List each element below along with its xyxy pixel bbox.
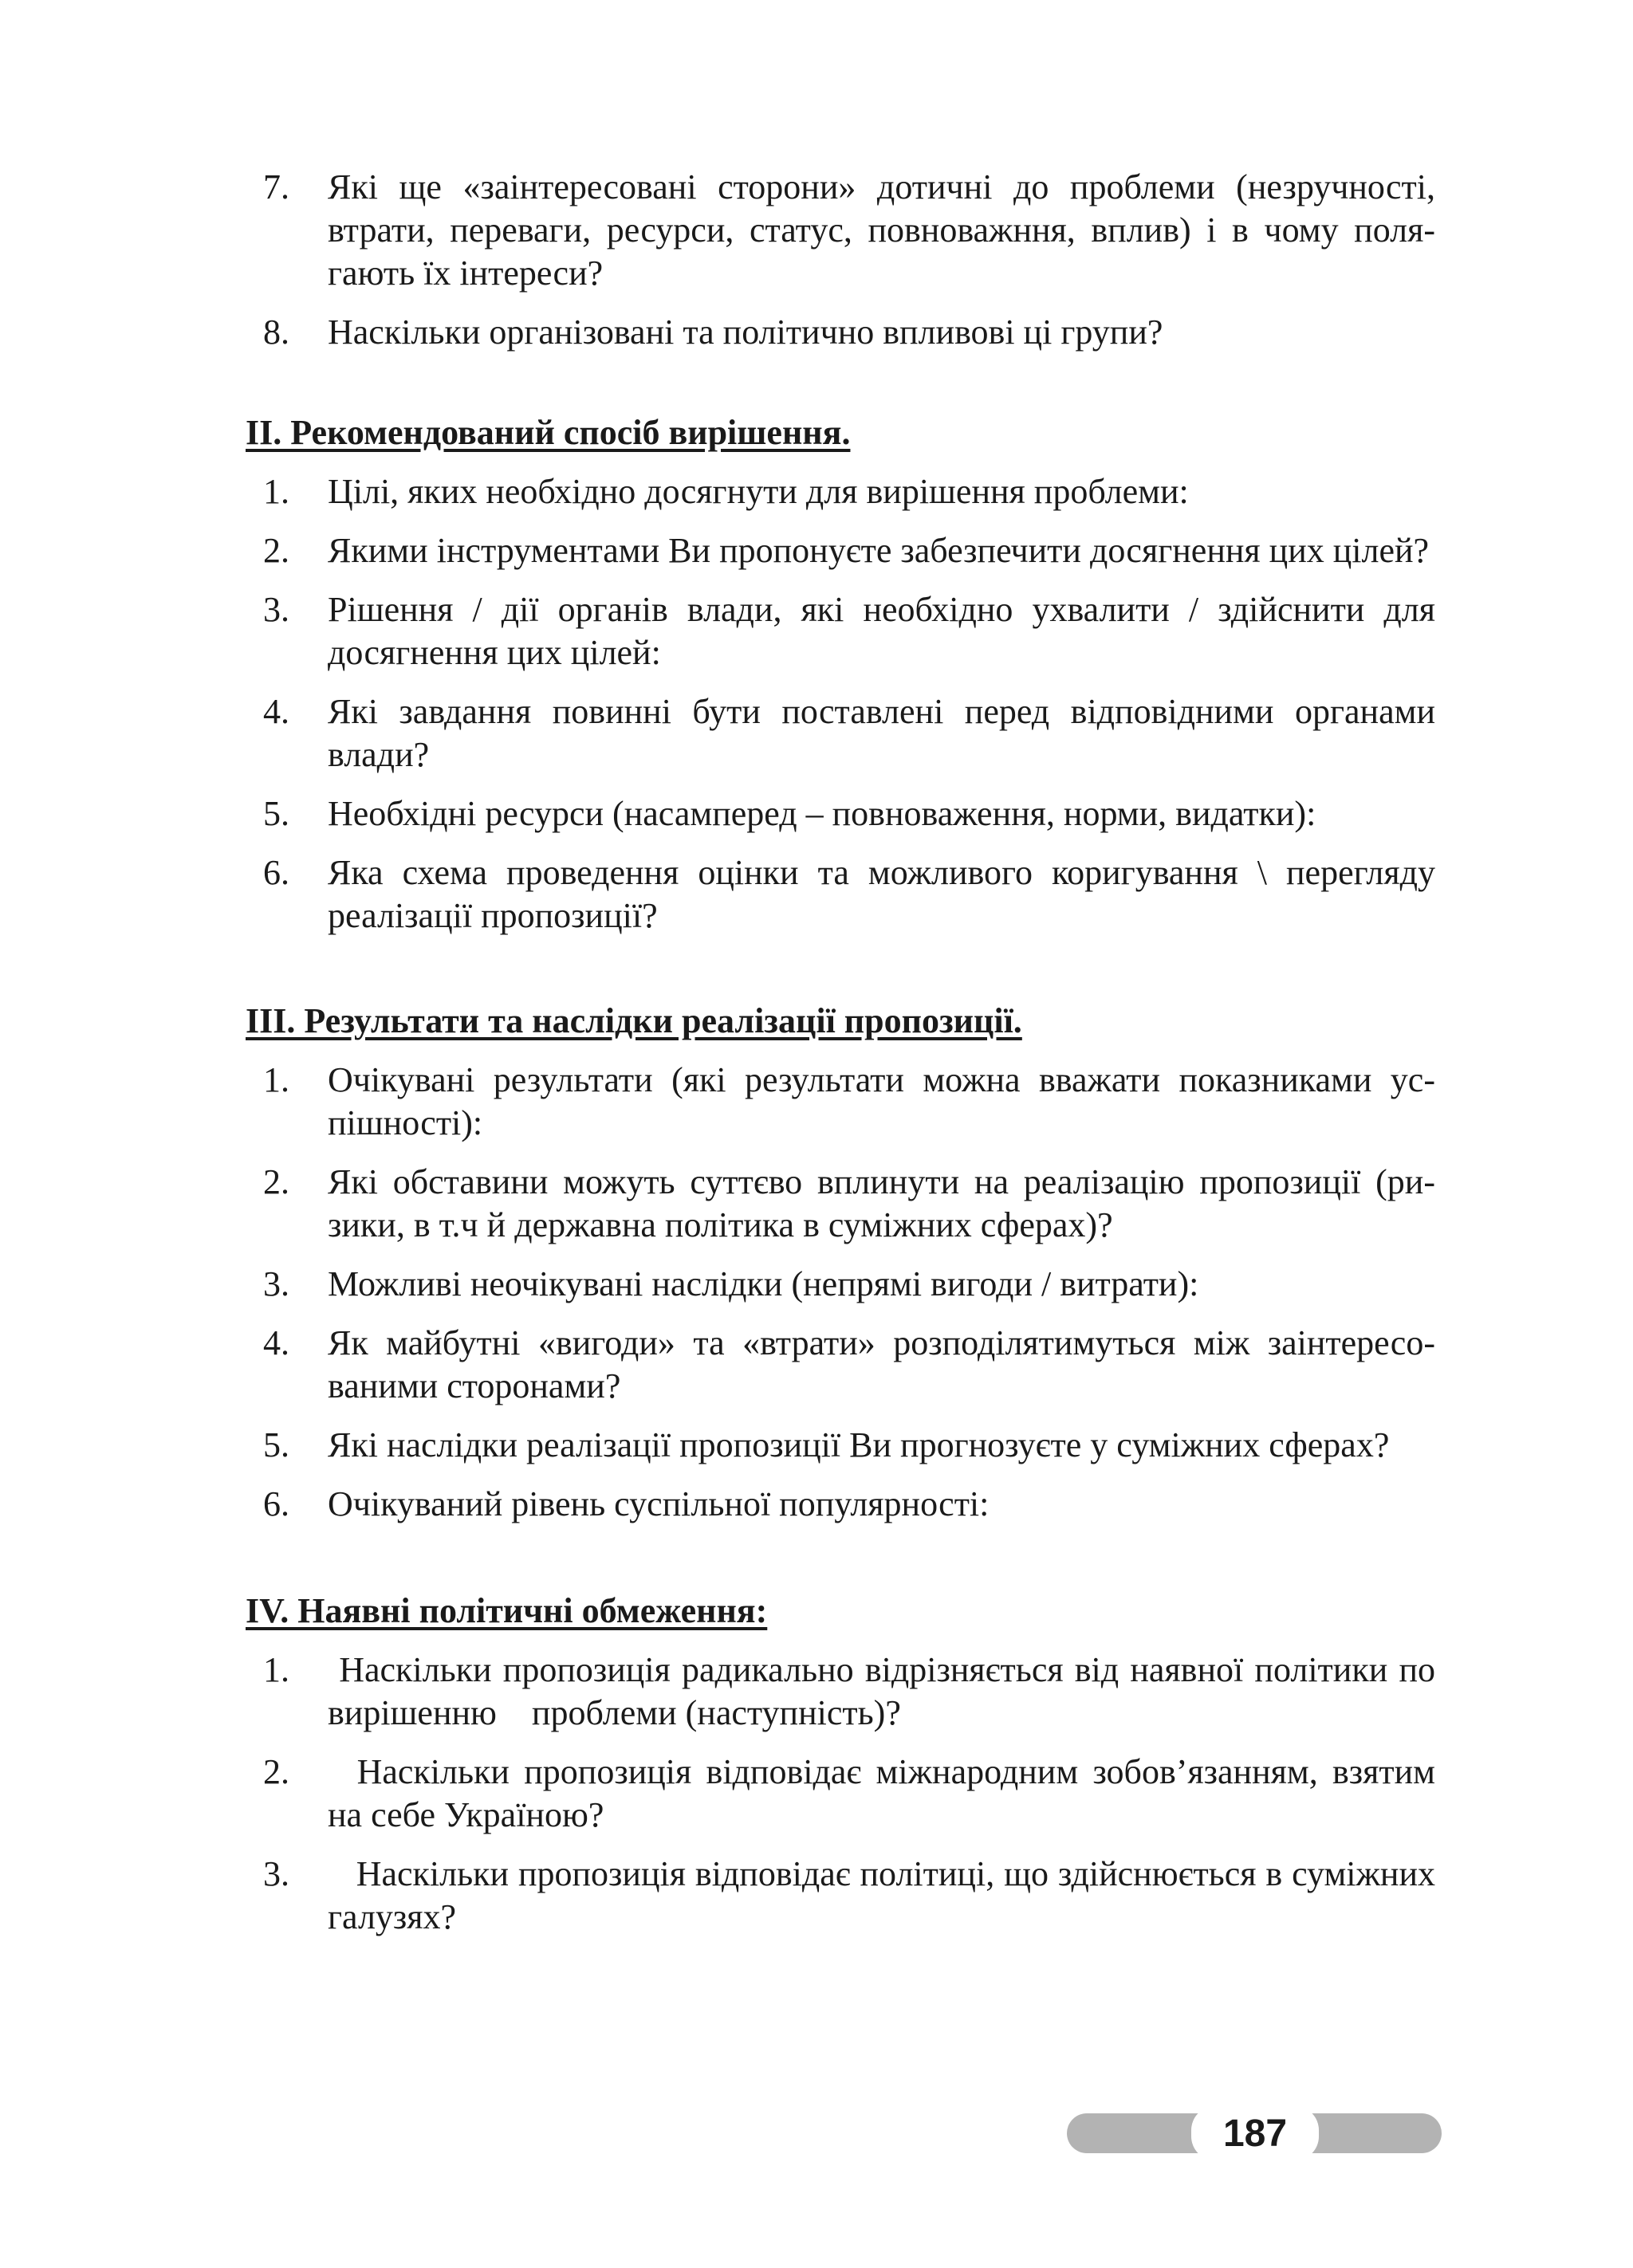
item-number: 1. (263, 1650, 289, 1689)
section-political-constraints (246, 1590, 1445, 1939)
list-item (246, 311, 1435, 354)
item-text: Як майбутні «вигоди» та «втрати» розподілятимуться між заінтересованими сторонами? (328, 1323, 1435, 1405)
item-number: 5. (263, 794, 289, 833)
intro-list (246, 166, 1435, 354)
item-text: Якими інструментами Ви пропонуєте забезпечити досягнення цих цілей? (328, 531, 1430, 570)
item-text: Які завдання повинні бути поставлені перед відповідними органами влади? (328, 692, 1435, 774)
list-item (246, 1059, 1435, 1145)
item-number: 6. (263, 853, 289, 892)
list-item (246, 1161, 1435, 1247)
item-text: Наскільки пропозиція відповідає міжнародним зобов’язанням, взятим на себе Україною? (328, 1752, 1444, 1834)
section-list (246, 470, 1435, 937)
item-text: Можливі неочікувані наслідки (непрямі вигоди / витрати): (328, 1264, 1199, 1303)
list-item (246, 1322, 1435, 1408)
list-item (246, 1483, 1435, 1526)
page-number: 187 (1191, 2106, 1319, 2160)
list-item (246, 470, 1435, 513)
item-number: 4. (263, 1323, 289, 1362)
list-item (246, 792, 1435, 835)
item-text: Необхідні ресурси (насамперед – повноваження, норми, видатки): (328, 794, 1316, 833)
section-title: ІV. Наявні політичні обмеження: (246, 1591, 768, 1630)
item-number: 1. (263, 1060, 289, 1099)
item-number: 7. (263, 167, 289, 206)
item-number: 3. (263, 1854, 289, 1893)
item-text: Наскільки організовані та політично впливові ці групи? (328, 312, 1163, 352)
item-number: 6. (263, 1484, 289, 1523)
item-number: 4. (263, 692, 289, 731)
section-title: ІІ. Рекомендований спосіб вирішення. (246, 413, 851, 452)
item-text: Цілі, яких необхідно досягнути для вирішення проблеми: (328, 472, 1189, 511)
item-number: 3. (263, 590, 289, 629)
page-content (246, 166, 1445, 1955)
list-item (246, 1751, 1444, 1837)
section-list (246, 1059, 1435, 1526)
item-text: Наскільки пропозиція відповідає політиці, що здійснюється в суміжних галузях? (328, 1854, 1445, 1936)
item-text: Рішення / дії органів влади, які необхідно ухвалити / здійснити для досягнення цих цілей: (328, 590, 1435, 672)
section-results-consequences (246, 1000, 1435, 1526)
section-list (246, 1649, 1445, 1939)
item-text: Які ще «заінтересовані сторони» дотичні до проблеми (незручності, втрати, переваги, ресурси, статус, повноважння, вплив) і в чому полягають їх інтереси? (328, 167, 1435, 293)
list-item (246, 166, 1435, 295)
item-number: 2. (263, 1162, 289, 1201)
item-text: Очікувані результати (які результати можна вважати показниками успішності): (328, 1060, 1435, 1142)
section-title: ІІІ. Результати та наслідки реалізації пропозиції. (246, 1001, 1022, 1040)
list-item (246, 851, 1435, 937)
list-item (246, 1424, 1435, 1467)
item-text: Які обставини можуть суттєво вплинути на реалізацію пропозиції (ризики, в т.ч й державна політика в суміжних сферах)? (328, 1162, 1435, 1244)
item-number: 5. (263, 1425, 289, 1464)
list-item (246, 529, 1435, 572)
list-item (246, 1649, 1444, 1735)
item-text: Яка схема проведення оцінки та можливого коригування \ перегляду реалізації пропозиції? (328, 853, 1435, 935)
section-recommended-solution (246, 411, 1435, 937)
item-text: Очікуваний рівень суспільної популярності: (328, 1484, 990, 1523)
item-number: 2. (263, 531, 289, 570)
list-item (246, 1263, 1435, 1306)
item-number: 1. (263, 472, 289, 511)
item-number: 2. (263, 1752, 289, 1791)
item-text: Які наслідки реалізації пропозиції Ви прогнозуєте у суміжних сферах? (328, 1425, 1390, 1464)
list-item (246, 1853, 1445, 1939)
item-number: 8. (263, 312, 289, 352)
item-number: 3. (263, 1264, 289, 1303)
list-item (246, 588, 1435, 674)
item-text: Наскільки пропозиція радикально відрізняється від наявної політики по вирішенню проблеми (наступність)? (328, 1650, 1444, 1732)
list-item (246, 690, 1435, 776)
